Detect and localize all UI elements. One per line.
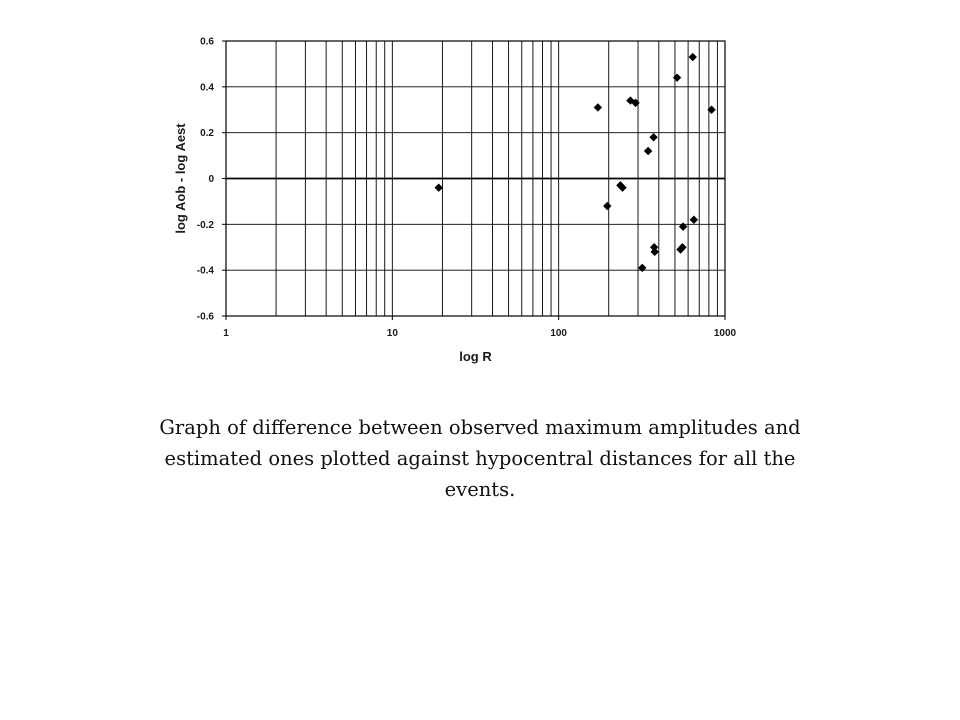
data-point [644, 147, 652, 155]
data-point [594, 103, 602, 111]
y-tick-label: 0.6 [200, 36, 214, 48]
data-point [649, 133, 657, 141]
data-points [434, 53, 715, 272]
chart-axes [222, 41, 725, 320]
data-point [434, 183, 442, 191]
x-tick-labels [223, 328, 736, 339]
y-axis-title: log Aob - log Aest [173, 123, 188, 234]
y-tick-label: -0.4 [196, 265, 214, 277]
y-tick-label: 0.4 [200, 82, 214, 94]
y-tick-label: 0.2 [200, 128, 214, 140]
y-tick-labels [197, 37, 215, 323]
y-tick-label: -0.6 [196, 311, 214, 323]
x-tick-label: 10 [386, 328, 398, 339]
x-axis-title: log R [459, 349, 492, 364]
figure-caption: Graph of difference between observed maximum amplitudes and estimated ones plotted against hypocentral distances for all the events. [159, 416, 801, 501]
data-point [603, 202, 611, 210]
y-tick-label: -0.2 [196, 219, 214, 231]
data-point [638, 264, 646, 272]
y-tick-label: 0 [208, 174, 214, 185]
x-tick-label: 100 [550, 328, 568, 339]
data-point [690, 216, 698, 224]
x-tick-label: 1 [223, 328, 229, 339]
data-point [689, 53, 697, 61]
data-point [673, 73, 681, 81]
x-tick-label: 1000 [713, 328, 737, 339]
data-point [679, 222, 687, 230]
